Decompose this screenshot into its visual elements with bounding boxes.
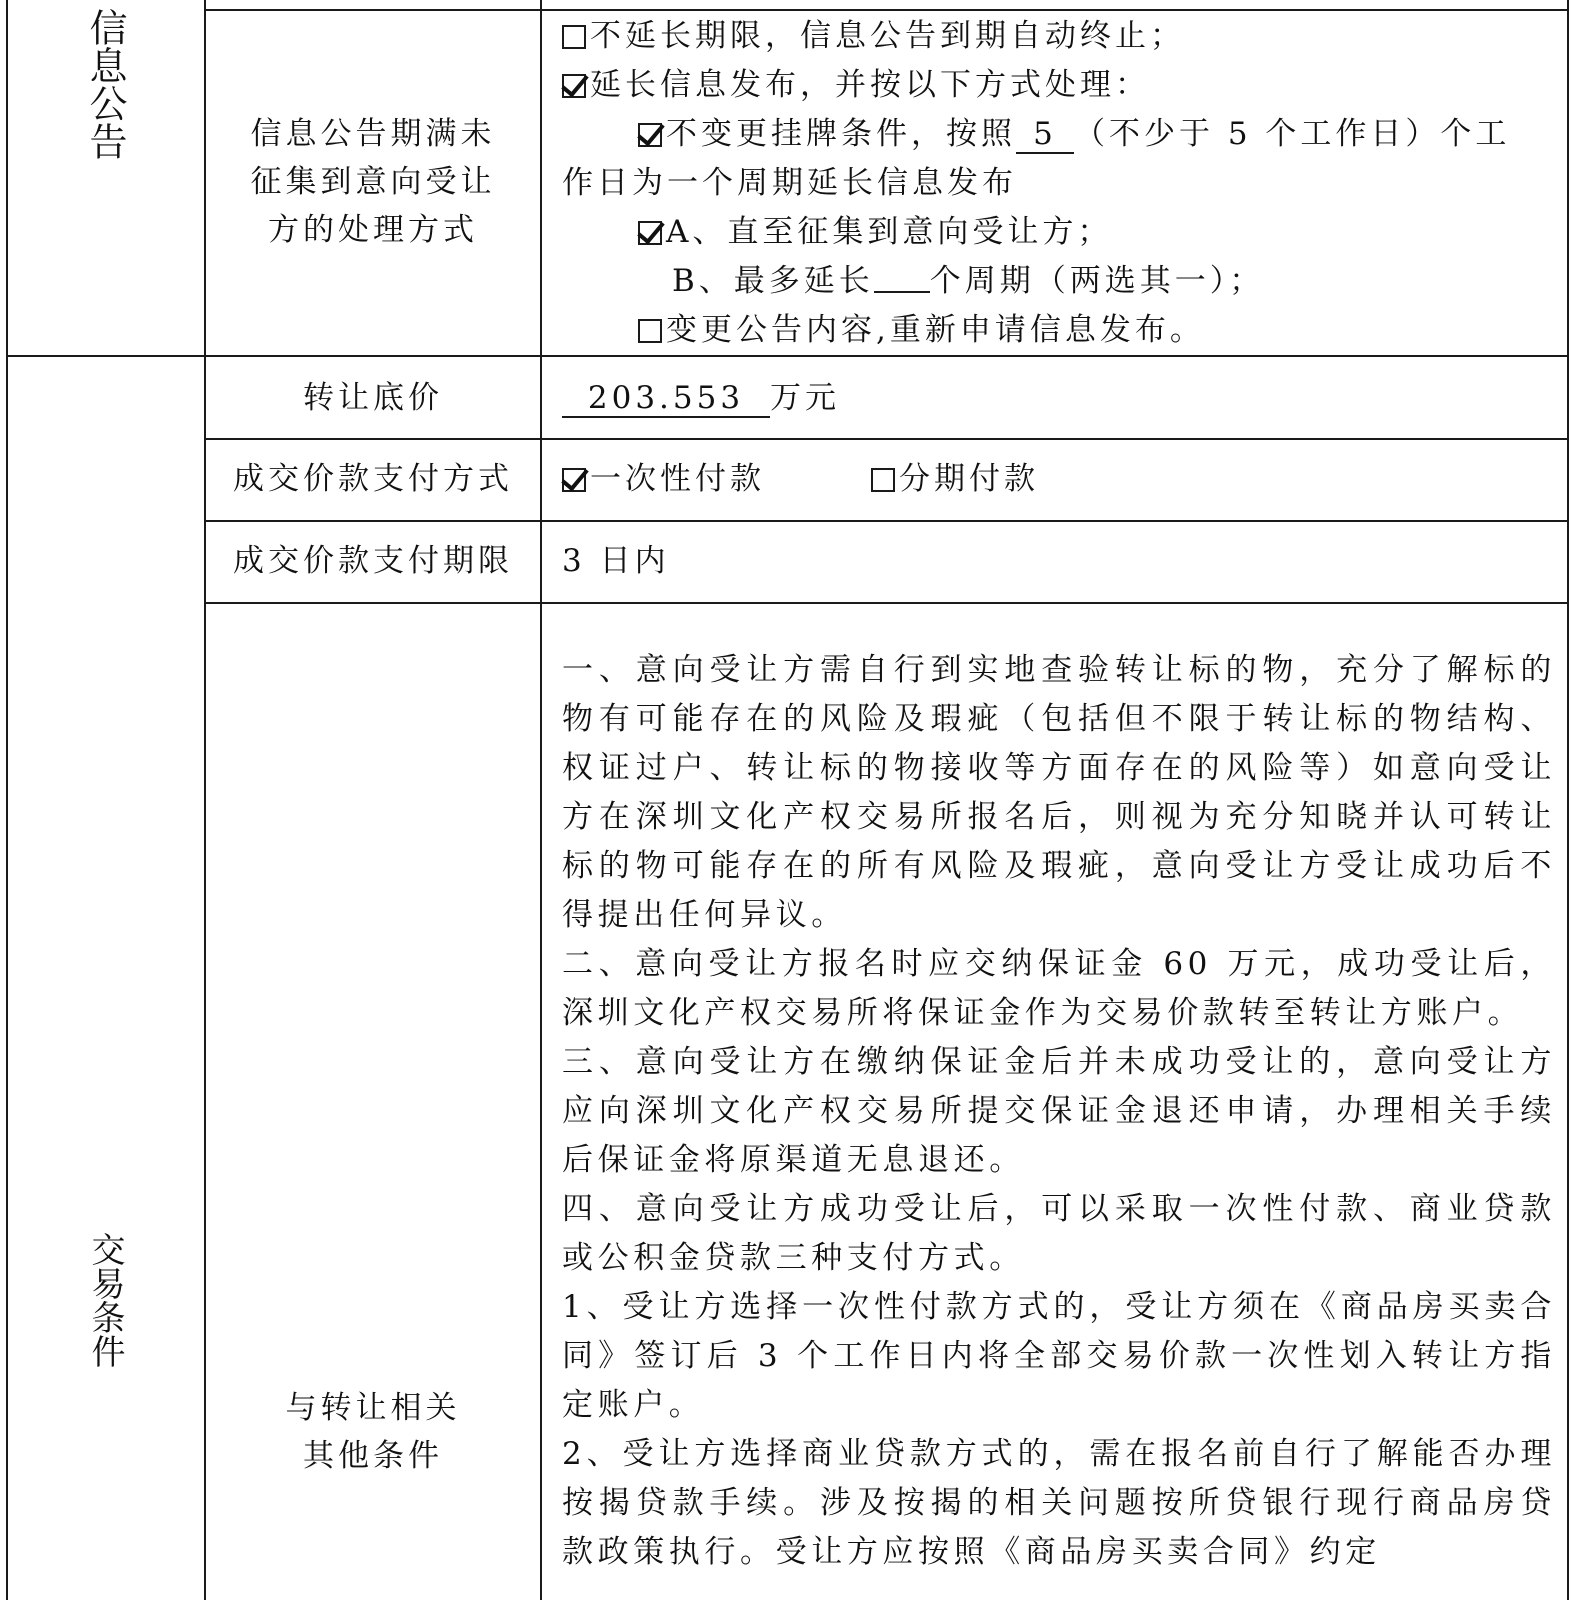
price-value-row: 203.553 万元	[562, 374, 1556, 423]
condition-paragraph: 三、意向受让方在缴纳保证金后并未成功受让的，意向受让方应向深圳文化产权交易所提交保证金退还申请，办理相关手续后保证金将原渠道无息退还。	[562, 1044, 1556, 1178]
checkbox-no-extend[interactable]	[562, 25, 586, 49]
section-label-trade: 交易条件	[85, 1232, 125, 1368]
notice-sub-unchanged: 不变更挂牌条件，按照 5 （不少于 5 个工作日）个工	[638, 110, 1573, 159]
table-border-left	[6, 0, 8, 1600]
payment-method-options: 一次性付款 分期付款	[562, 455, 1556, 504]
checkbox-change-content[interactable]	[638, 319, 662, 343]
checkbox-lump-sum[interactable]	[562, 468, 586, 492]
price-value: 203.553	[562, 380, 770, 418]
condition-paragraph: 一、意向受让方需自行到实地查验转让标的物，充分了解标的物有可能存在的风险及瑕疵（包括但不限于转让标的物结构、权证过户、转让标的物接收等方面存在的风险等）如意向受让方在深圳文化产权交易所报名后，则视为充分知晓并认可转让标的物可能存在的所有风险及瑕疵，意向受让方受让成功后不得提出任何异议。	[562, 652, 1556, 933]
notice-option-change: 变更公告内容,重新申请信息发布。	[638, 306, 1573, 355]
notice-option-b: B、最多延长 个周期（两选其一）；	[672, 263, 1265, 299]
extend-days-value: 5	[1016, 116, 1074, 154]
row-divider-top	[204, 9, 1569, 11]
payment-deadline-value: 3 日内	[562, 543, 670, 579]
condition-paragraph: 二、意向受让方报名时应交纳保证金 60 万元，成功受让后，深圳文化产权交易所将保证金作为交易价款转至转让方账户。	[562, 946, 1556, 1031]
condition-paragraph: 1、受让方选择一次性付款方式的，受让方须在《商品房买卖合同》签订后 3 个工作日内将全部交易价款一次性划入转让方指定账户。	[562, 1289, 1556, 1423]
row-divider-deadline	[204, 602, 1569, 604]
table-divider-col2	[540, 0, 542, 1600]
notice-option-extend: 延长信息发布，并按以下方式处理：	[562, 61, 1556, 110]
notice-handling-label: 信息公告期满未 征集到意向受让 方的处理方式	[250, 116, 496, 248]
other-conditions-text	[562, 646, 1556, 1577]
section-label-notice: 信息公告	[83, 8, 127, 160]
condition-paragraph: 2、受让方选择商业贷款方式的，需在报名前自行了解能否办理按揭贷款手续。涉及按揭的相关问题按所贷银行现行商品房贷款政策执行。受让方应按照《商品房买卖合同》约定	[562, 1436, 1556, 1570]
checkbox-option-a[interactable]	[638, 221, 662, 245]
price-label: 转让底价	[303, 380, 443, 416]
other-conditions-label: 与转让相关 其他条件	[285, 1390, 461, 1474]
row-divider-price	[204, 438, 1569, 440]
row-divider-section	[6, 355, 1569, 357]
payment-method-label: 成交价款支付方式	[233, 461, 513, 497]
max-periods-blank[interactable]	[874, 261, 930, 293]
notice-option-a: A、直至征集到意向受让方；	[638, 208, 1573, 257]
notice-sub-unchanged-line2: 作日为一个周期延长信息发布	[562, 165, 1017, 201]
checkbox-extend[interactable]	[562, 74, 586, 98]
condition-paragraph: 四、意向受让方成功受让后，可以采取一次性付款、商业贷款或公积金贷款三种支付方式。	[562, 1191, 1556, 1276]
notice-option-no-extend: 不延长期限，信息公告到期自动终止；	[562, 12, 1556, 61]
checkbox-unchanged-conditions[interactable]	[638, 123, 662, 147]
row-divider-method	[204, 520, 1569, 522]
checkbox-installment[interactable]	[871, 468, 895, 492]
payment-deadline-label: 成交价款支付期限	[233, 543, 513, 579]
